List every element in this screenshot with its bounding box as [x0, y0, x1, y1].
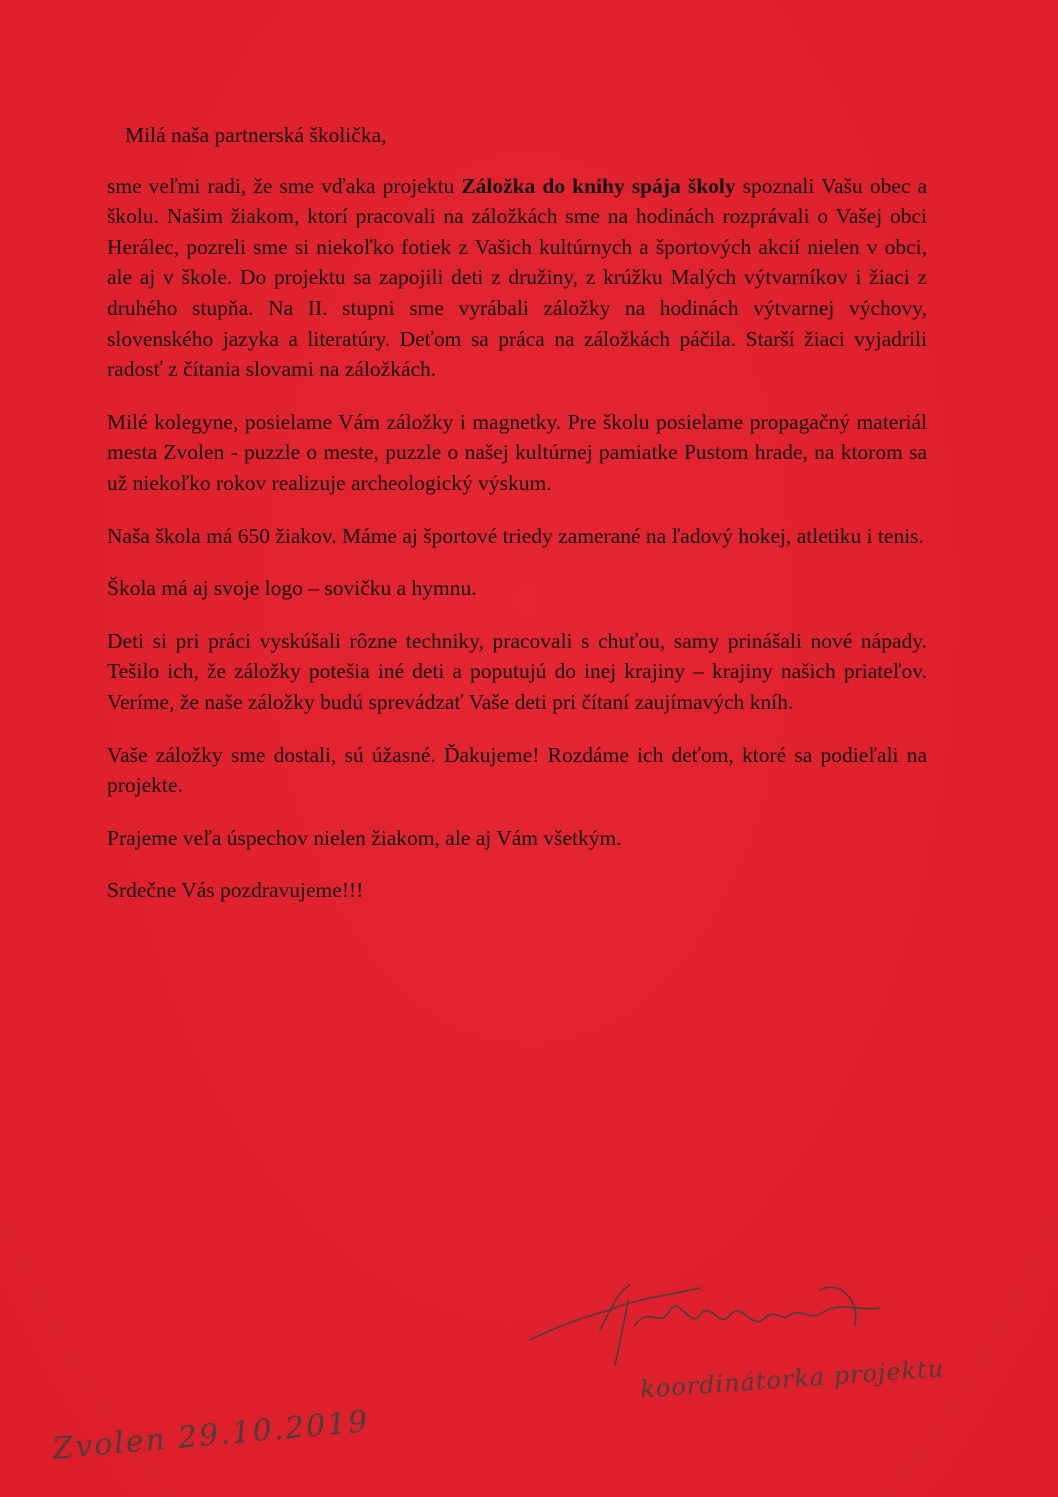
- closing-greeting: Srdečne Vás pozdravujeme!!!: [107, 878, 364, 903]
- signature-role: koordinátorka projektu: [639, 1354, 945, 1404]
- paragraph-thanks: Vaše záložky sme dostali, sú úžasné. Ďakujeme! Rozdáme ich deťom, ktoré sa podieľali na projekte.: [107, 742, 927, 798]
- letter-body: [107, 120, 927, 928]
- paragraph-colleagues: Milé kolegyne, posielame Vám záložky i magnetky. Pre školu posielame propagačný materiál mesta Zvolen - puzzle o meste, puzzle o našej kultúrnej pamiatke Pustom hrade, na ktorom sa už niekoľko rokov realizuje archeologický výskum.: [107, 409, 927, 495]
- paragraph-project-intro: sme veľmi radi, že sme vďaka projektu: [107, 173, 462, 198]
- salutation: Milá naša partnerská školička,: [125, 123, 387, 147]
- paragraph-techniques: Deti si pri práci vyskúšali rôzne techniky, pracovali s chuťou, samy prinášali nové nápady. Tešilo ich, že záložky potešia iné deti a poputujú do inej krajiny – krajiny našich priateľov. Veríme, že naše záložky budú sprevádzať Vaše deti pri čítaní zaujímavých kníh.: [107, 628, 927, 714]
- place-and-date: Zvolen 29.10.2019: [51, 1404, 371, 1467]
- signature: [520, 1270, 1000, 1430]
- paragraph-project-body: spoznali Vašu obec a školu. Našim žiakom, ktorí pracovali na záložkách sme na hodinách rozprávali o Vašej obci Herálec, pozreli sme si niekoľko fotiek z Vašich kultúrnych a športových akcií nielen v obci, ale aj v škole. Do projektu sa zapojili deti z družiny, z krúžku Malých výtvarníkov i žiaci z druhého stupňa. Na II. stupni sme vyrábali záložky na hodinách výtvarnej výchovy, slovenského jazyka a literatúry. Deťom sa práca na záložkách páčila. Starší žiaci vyjadrili radosť z čítania slovami na záložkách.: [107, 173, 927, 382]
- paragraph-school-info: Naša škola má 650 žiakov. Máme aj športové triedy zamerané na ľadový hokej, atletiku i tenis.: [107, 523, 924, 548]
- paragraph-wishes: Prajeme veľa úspechov nielen žiakom, ale aj Vám všetkým.: [107, 825, 622, 850]
- project-name: Záložka do knihy spája školy: [461, 173, 736, 198]
- paragraph-project: [107, 171, 927, 385]
- paragraph-logo: Škola má aj svoje logo – sovičku a hymnu.: [107, 576, 477, 601]
